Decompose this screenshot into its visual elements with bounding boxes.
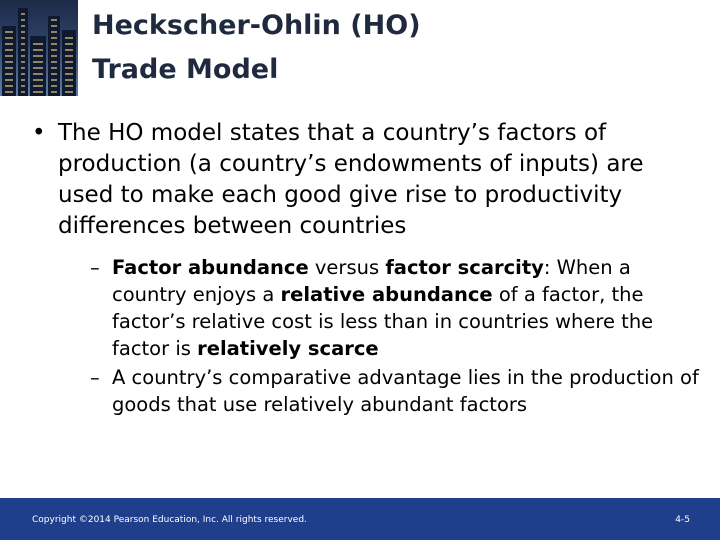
text-run: of a factor, the factor’s relative cost is less than in countries where the factor is	[112, 283, 654, 360]
sub-bullet	[90, 364, 702, 418]
sub-bullet	[90, 254, 702, 362]
sub-bullet-marker: –	[90, 366, 100, 389]
emphasized-term: factor scarcity	[385, 256, 544, 279]
sub-bullet-text	[112, 256, 653, 360]
copyright-text: Copyright ©2014 Pearson Education, Inc. All rights reserved.	[32, 515, 307, 525]
bullet-marker: •	[32, 120, 46, 146]
title-line-1: Heckscher-Ohlin (HO)	[92, 10, 421, 41]
text-run: versus	[308, 256, 386, 279]
emphasized-term: relative abundance	[280, 283, 493, 306]
emphasized-term: relatively scarce	[197, 337, 379, 360]
text-run: : When a country enjoys a	[112, 256, 631, 306]
city-skyline-image	[0, 0, 78, 96]
emphasized-term: Factor abundance	[112, 256, 309, 279]
main-bullet-text: The HO model states that a country’s factors of production (a country’s endowments of inputs) are used to make each good give rise to productivity differences between countries	[58, 120, 644, 239]
sub-bullet-text	[112, 366, 699, 416]
main-bullet	[32, 118, 702, 242]
sub-bullet-marker: –	[90, 256, 100, 279]
slide-body	[32, 118, 702, 420]
slide-number: 4-5	[675, 515, 690, 525]
text-run: A country’s comparative advantage lies in the production of goods that use relatively abundant factors	[112, 366, 699, 416]
footer-bar	[0, 498, 720, 540]
sub-bullet-list	[90, 254, 702, 418]
slide-title	[92, 4, 421, 92]
title-line-2: Trade Model	[92, 54, 279, 85]
